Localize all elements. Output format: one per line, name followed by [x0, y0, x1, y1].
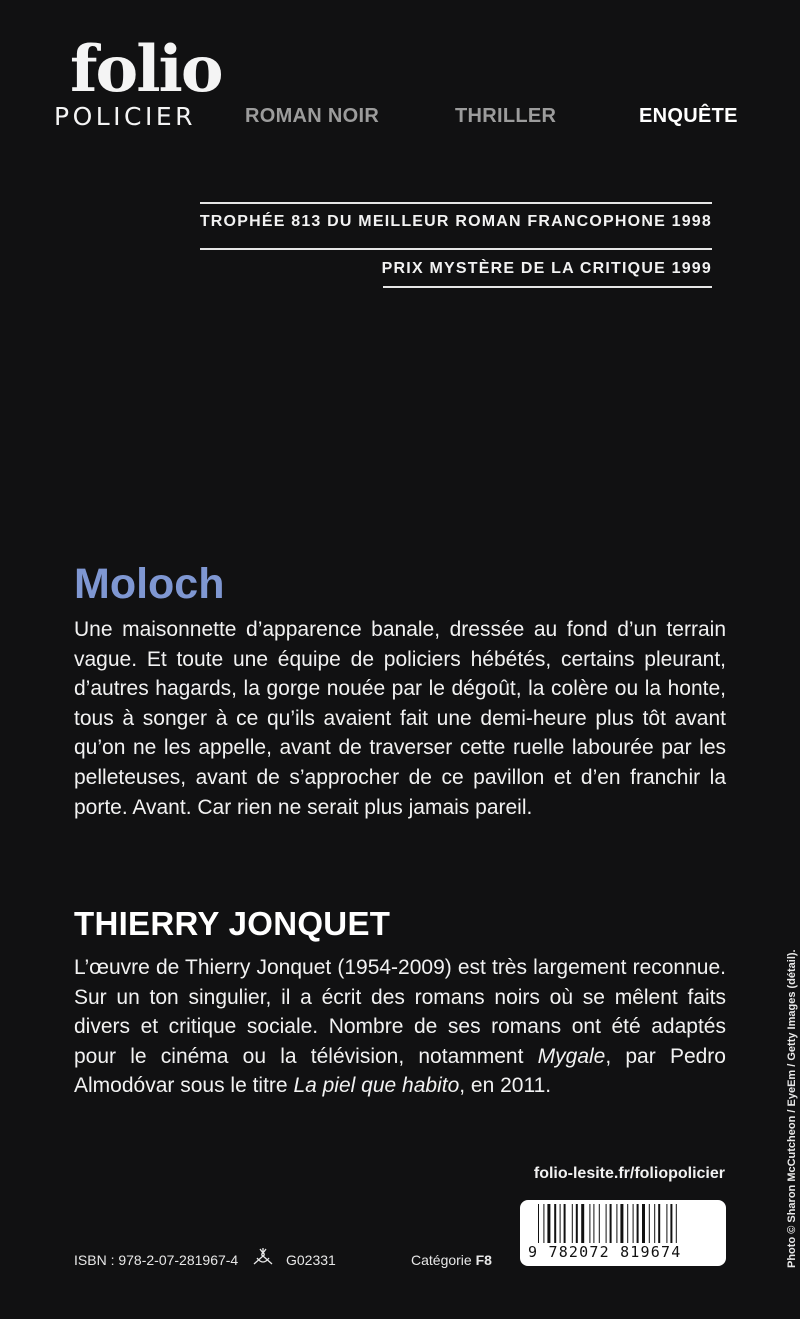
author-bio-text-1: L’œuvre de Thierry Jonquet (1954-2009) est très largement reconnue. Sur un ton singulier, il a écrit des romans noirs où se mêlent faits divers et critique sociale. Nombre de ses romans ont été adaptés pour le cinéma ou la télévision, notamment: [74, 956, 726, 1068]
barcode-bar: [606, 1204, 607, 1246]
website-link[interactable]: folio-lesite.fr/foliopolicier: [533, 1165, 725, 1182]
author-name: THIERRY JONQUET: [74, 905, 391, 942]
folio-policier-label: POLICIER: [54, 102, 197, 131]
barcode-bar: [576, 1204, 578, 1246]
author-bio-text-3: , en 2011.: [459, 1074, 552, 1098]
product-code: G02331: [286, 1252, 336, 1268]
book-blurb: Une maisonnette d’apparence banale, dressée au fond d’un terrain vague. Et toute une équipe de policiers hébétés, certains pleurant, d’autres hagards, la gorge nouée par le dégoût, la colère ou la honte, tous à songer à ce qu’ils avaient fait une demi-heure plus tôt avant qu’on ne les appelle, avant de traverser cette ruelle labourée par les pelleteuses, avant de s’approcher de ce pavillon et d’en franchir la porte. Avant. Car rien ne serait plus jamais pareil.: [74, 618, 726, 819]
photo-credit: Photo © Sharon McCutcheon / EyeEm / Getty Images (détail).: [786, 949, 798, 1268]
category-value: F8: [475, 1252, 492, 1268]
isbn: ISBN : 978-2-07-281967-4: [74, 1252, 239, 1268]
barcode-bar: [654, 1204, 655, 1246]
barcode-number: 9 782072 819674: [528, 1243, 682, 1261]
barcode-bar: [547, 1204, 550, 1246]
author-bio: [74, 953, 726, 1101]
barcode-bar: [589, 1204, 590, 1246]
barcode-bar: [581, 1204, 584, 1246]
award-divider-top: [200, 202, 712, 204]
barcode-bar: [572, 1204, 573, 1246]
award-divider-bottom: [383, 286, 712, 288]
genre-roman-noir: ROMAN NOIR: [245, 105, 380, 127]
folio-logo: folio: [70, 32, 222, 107]
gallimard-mark-icon: [251, 1246, 275, 1268]
author-bio-title-piel: La piel que habito: [293, 1074, 460, 1098]
category: [411, 1252, 492, 1268]
barcode-bar: [637, 1204, 639, 1246]
category-label: Catégorie: [411, 1252, 472, 1268]
book-title: Moloch: [74, 560, 225, 608]
barcode-bar: [658, 1204, 660, 1246]
author-bio-text-2: , par Pedro Almodóvar sous le titre: [74, 1044, 726, 1098]
barcode-bar: [599, 1204, 600, 1246]
author-bio-title-mygale: Mygale: [537, 1044, 606, 1068]
barcode-bar: [649, 1204, 650, 1246]
barcode-bar: [642, 1204, 645, 1246]
genre-enquete: ENQUÊTE: [639, 105, 738, 127]
barcode-bar: [670, 1204, 672, 1246]
barcode-bar: [627, 1204, 628, 1246]
award-divider-middle: [200, 248, 712, 250]
barcode-bar: [564, 1204, 566, 1246]
barcode-bar: [560, 1204, 561, 1246]
barcode-bar: [616, 1204, 617, 1246]
award-prix-mystere: PRIX MYSTÈRE DE LA CRITIQUE 1999: [381, 260, 712, 277]
barcode-bar: [593, 1204, 594, 1246]
barcode-bar: [620, 1204, 623, 1246]
award-trophee-813: TROPHÉE 813 DU MEILLEUR ROMAN FRANCOPHONE 1998: [199, 213, 712, 230]
barcode-bar: [633, 1204, 634, 1246]
genre-thriller: THRILLER: [455, 105, 557, 127]
barcode-bar: [554, 1204, 556, 1246]
barcode-bar: [666, 1204, 667, 1246]
